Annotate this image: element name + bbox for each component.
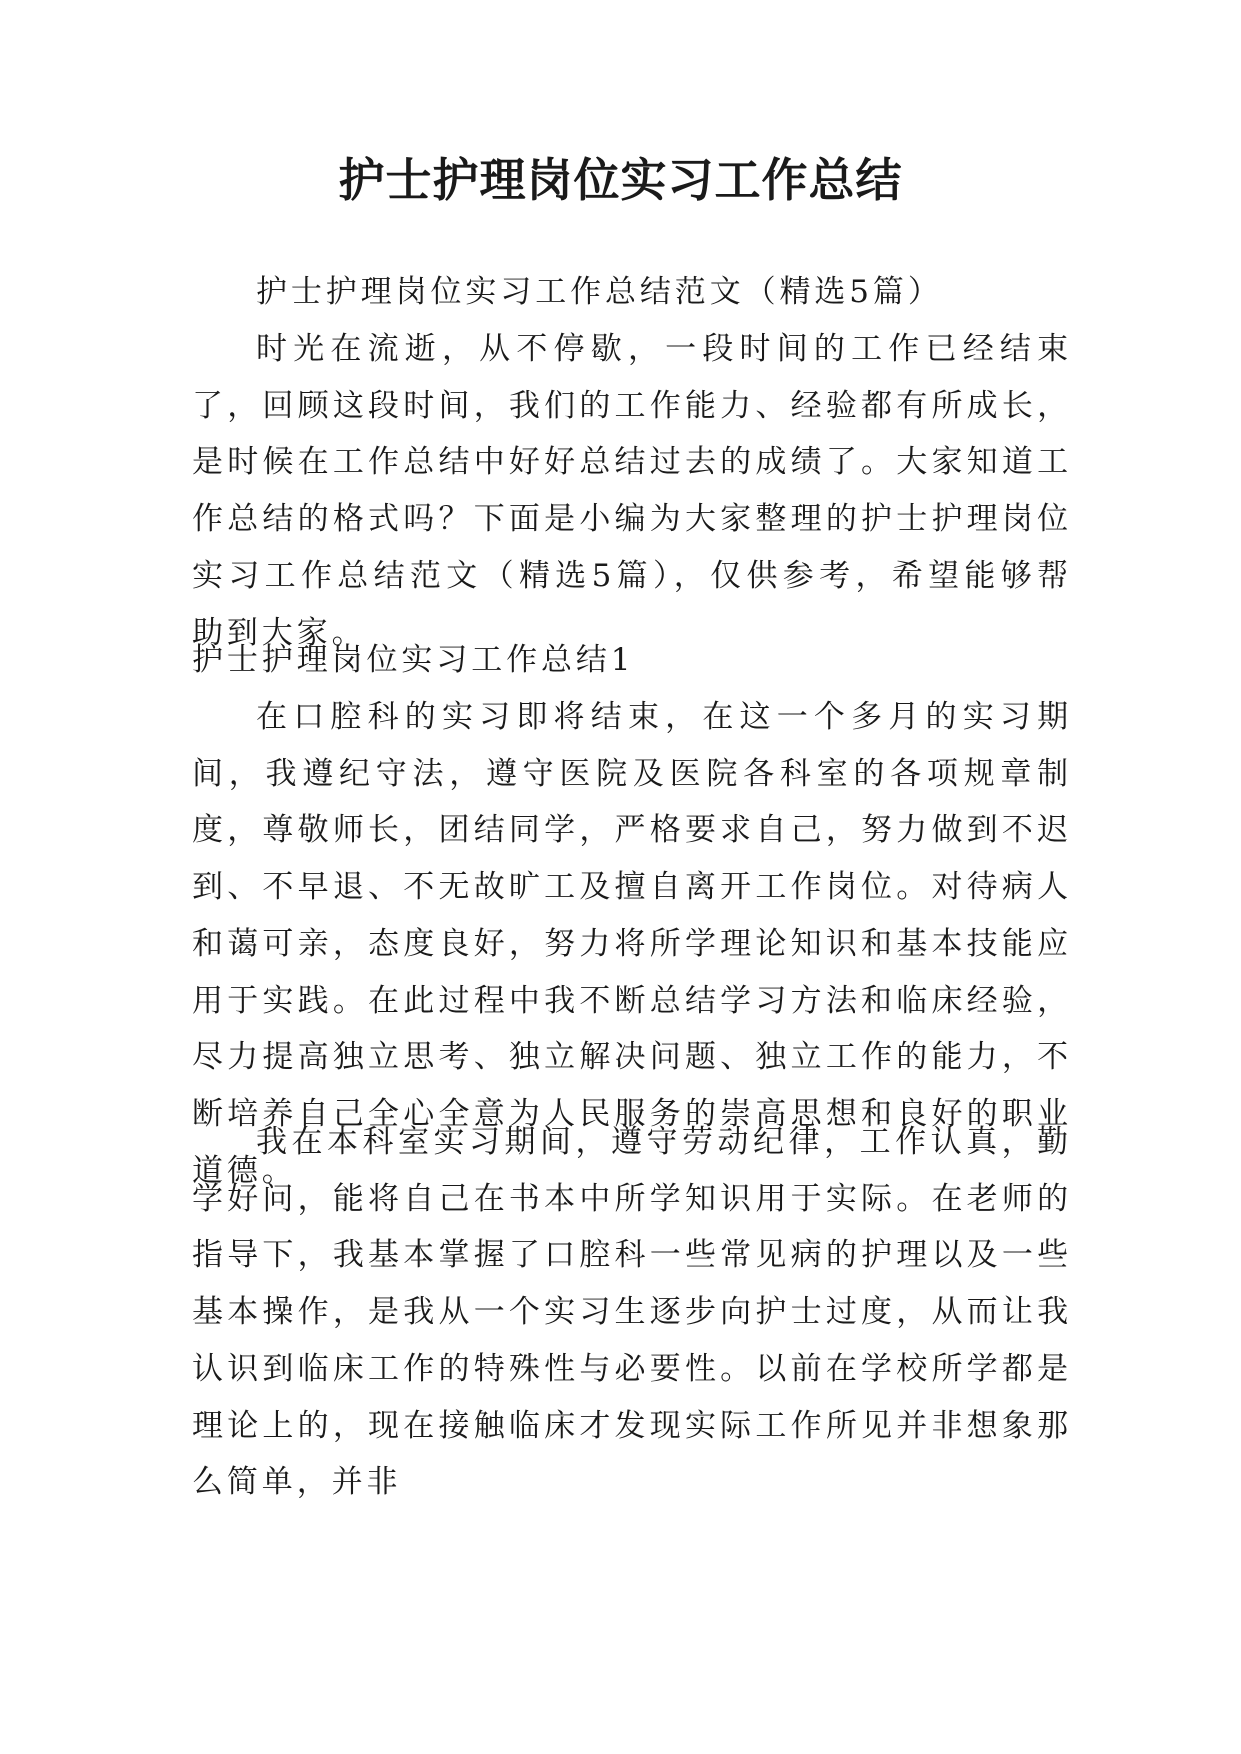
section-1-paragraph-2: 我在本科室实习期间，遵守劳动纪律，工作认真，勤学好问，能将自己在书本中所学知识用于实际。在老师的指导下，我基本掌握了口腔科一些常见病的护理以及一些基本操作，是我从一个实习生逐步向护士过度，从而让我认识到临床工作的特殊性与必要性。以前在学校所学都是理论上的，现在接触临床才发现实际工作所见并非想象那么简单，并非 (192, 1124, 1072, 1501)
section-heading-1: 护士护理岗位实习工作总结1 (192, 642, 635, 678)
intro-paragraph: 时光在流逝，从不停歇，一段时间的工作已经结束了，回顾这段时间，我们的工作能力、经验都有所成长，是时候在工作总结中好好总结过去的成绩了。大家知道工作总结的格式吗？下面是小编为大家整理的护士护理岗位实习工作总结范文（精选5篇），仅供参考，希望能够帮助到大家。 (192, 331, 1072, 651)
document-title: 护士护理岗位实习工作总结 (338, 153, 903, 207)
section-1-paragraph-1: 在口腔科的实习即将结束，在这一个多月的实习期间，我遵纪守法，遵守医院及医院各科室的各项规章制度，尊敬师长，团结同学，严格要求自己，努力做到不迟到、不早退、不无故旷工及擅自离开工作岗位。对待病人和蔼可亲，态度良好，努力将所学理论知识和基本技能应用于实践。在此过程中我不断总结学习方法和临床经验，尽力提高独立思考、独立解决问题、独立工作的能力，不断培养自己全心全意为人民服务的崇高思想和良好的职业道德。 (192, 699, 1072, 1189)
document-subtitle: 护士护理岗位实习工作总结范文（精选5篇） (256, 274, 943, 310)
